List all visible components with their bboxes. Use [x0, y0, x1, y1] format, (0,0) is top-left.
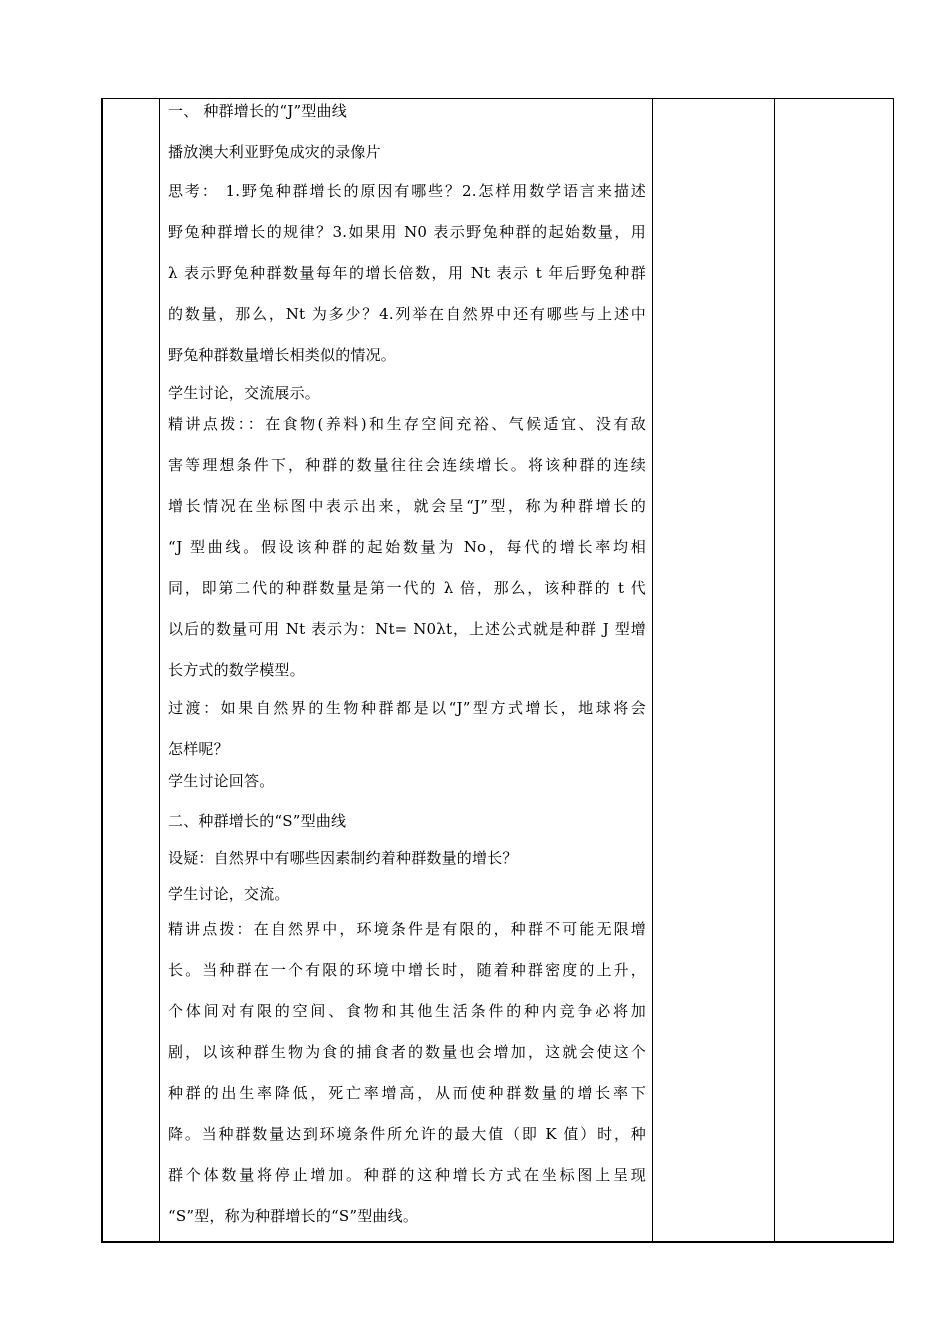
- text-line: 以后的数量可用 Nt 表示为：Nt= N0λt，上述公式就是种群 J 型增: [168, 620, 646, 638]
- text-line: “J 型曲线。假设该种群的起始数量为 No，每代的增长率均相: [168, 538, 646, 556]
- text-line: 同，即第二代的种群数量是第一代的 λ 倍，那么，该种群的 t 代: [168, 579, 646, 597]
- text-line: 剧，以该种群生物为食的捕食者的数量也会增加，这就会使这个: [168, 1043, 646, 1061]
- text-line: λ 表示野兔种群数量每年的增长倍数，用 Nt 表示 t 年后野兔种群: [168, 264, 646, 282]
- text-line: 的数量，那么，Nt 为多少？4.列举在自然界中还有哪些与上述中: [168, 305, 646, 323]
- column-divider-1: [159, 99, 160, 1241]
- text-line: 野兔种群增长的规律？3.如果用 N0 表示野兔种群的起始数量，用: [168, 223, 646, 241]
- text-line: 播放澳大利亚野兔成灾的录像片: [168, 143, 381, 161]
- text-line: 怎样呢？: [168, 740, 229, 758]
- text-line: 精讲点拨：在自然界中，环境条件是有限的，种群不可能无限增: [168, 920, 646, 938]
- text-line: 增长情况在坐标图中表示出来，就会呈“J”型，称为种群增长的: [168, 497, 646, 515]
- text-line: 害等理想条件下，种群的数量往往会连续增长。将该种群的连续: [168, 456, 646, 474]
- text-line: 个体间对有限的空间、食物和其他生活条件的种内竞争必将加: [168, 1002, 646, 1020]
- text-line: 学生讨论回答。: [168, 772, 275, 790]
- text-line: 学生讨论，交流。: [168, 885, 290, 903]
- text-line: 学生讨论，交流展示。: [168, 384, 321, 402]
- text-line: 长。当种群在一个有限的环境中增长时，随着种群密度的上升，: [168, 961, 646, 979]
- text-line: 思考： 1.野兔种群增长的原因有哪些？2.怎样用数学语言来描述: [168, 182, 646, 200]
- text-line: 设疑：自然界中有哪些因素制约着种群数量的增长？: [168, 849, 518, 867]
- text-line: 种群的出生率降低，死亡率增高，从而使种群数量的增长率下: [168, 1084, 646, 1102]
- text-line: 精讲点拨：：在食物(养料)和生存空间充裕、气候适宜、没有敌: [168, 415, 646, 433]
- text-line: 二、种群增长的“S”型曲线: [168, 812, 347, 830]
- text-line: 一、 种群增长的“J”型曲线: [168, 102, 347, 120]
- text-line: 过渡：如果自然界的生物种群都是以“J”型方式增长，地球将会: [168, 699, 646, 717]
- text-line: 降。当种群数量达到环境条件所允许的最大值（即 K 值）时，种: [168, 1125, 646, 1143]
- text-line: 长方式的数学模型。: [168, 661, 305, 679]
- text-line: “S”型，称为种群增长的“S”型曲线。: [168, 1207, 419, 1225]
- text-line: 群个体数量将停止增加。种群的这种增长方式在坐标图上呈现: [168, 1166, 646, 1184]
- text-line: 野兔种群数量增长相类似的情况。: [168, 346, 397, 364]
- column-divider-3: [774, 99, 775, 1241]
- column-divider-2: [652, 99, 653, 1241]
